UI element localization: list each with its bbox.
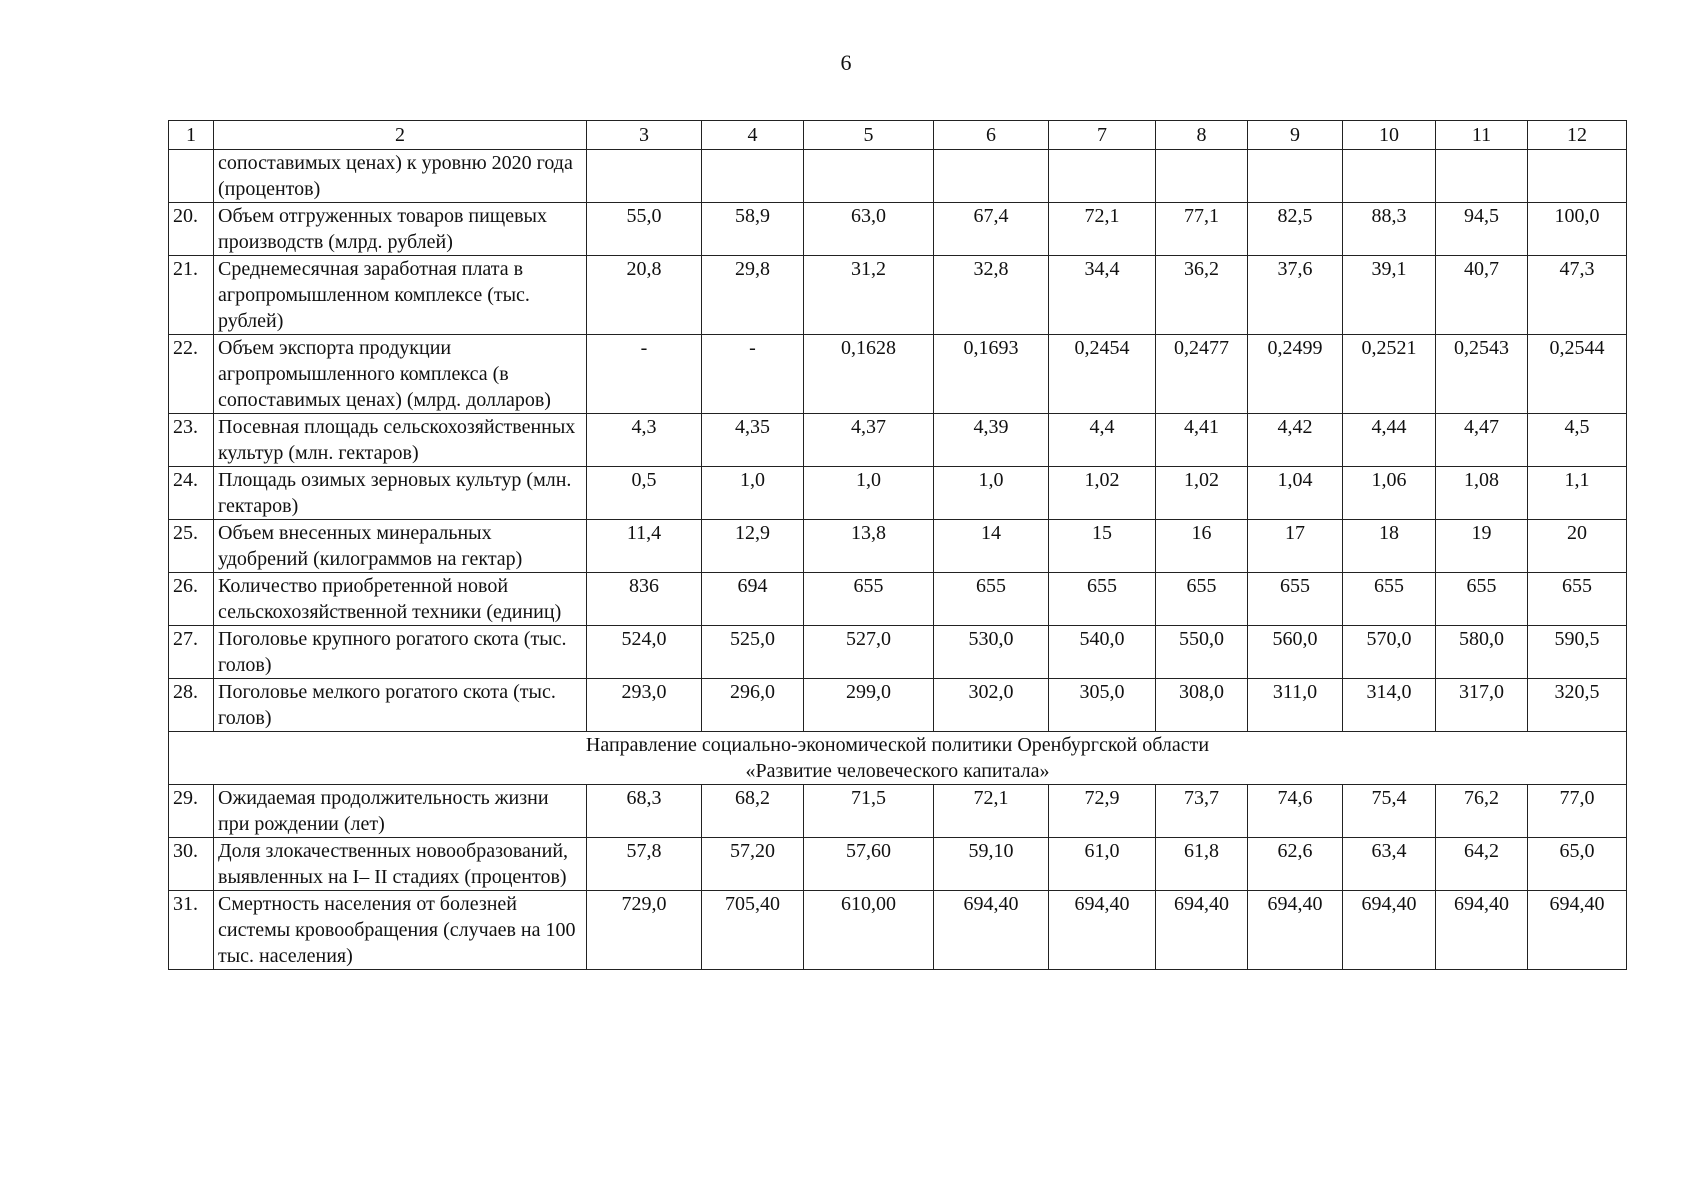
value-cell: 61,0 — [1049, 838, 1156, 891]
value-cell: 694,40 — [934, 891, 1049, 970]
value-cell: 305,0 — [1049, 679, 1156, 732]
value-cell: 0,2499 — [1248, 335, 1343, 414]
value-cell: 655 — [1248, 573, 1343, 626]
value-cell: 308,0 — [1156, 679, 1248, 732]
value-cell: 299,0 — [804, 679, 934, 732]
value-cell: 47,3 — [1528, 256, 1627, 335]
table-row — [169, 573, 1627, 626]
value-cell: 18 — [1343, 520, 1436, 573]
value-cell: 570,0 — [1343, 626, 1436, 679]
row-number: 30. — [169, 838, 214, 891]
value-cell — [1436, 150, 1528, 203]
value-cell: 4,5 — [1528, 414, 1627, 467]
value-cell: 655 — [934, 573, 1049, 626]
value-cell: 62,6 — [1248, 838, 1343, 891]
value-cell: 4,42 — [1248, 414, 1343, 467]
value-cell: 67,4 — [934, 203, 1049, 256]
value-cell: 4,44 — [1343, 414, 1436, 467]
column-header: 11 — [1436, 121, 1528, 150]
column-header: 2 — [214, 121, 587, 150]
value-cell: 4,3 — [587, 414, 702, 467]
value-cell: 655 — [1343, 573, 1436, 626]
value-cell: 694 — [702, 573, 804, 626]
value-cell: 63,4 — [1343, 838, 1436, 891]
value-cell: 293,0 — [587, 679, 702, 732]
row-number: 25. — [169, 520, 214, 573]
value-cell: 314,0 — [1343, 679, 1436, 732]
value-cell: 0,2477 — [1156, 335, 1248, 414]
value-cell: 694,40 — [1528, 891, 1627, 970]
value-cell: 57,8 — [587, 838, 702, 891]
value-cell — [1049, 150, 1156, 203]
table-row — [169, 203, 1627, 256]
column-header: 1 — [169, 121, 214, 150]
value-cell: - — [587, 335, 702, 414]
table-body — [169, 150, 1627, 970]
value-cell — [702, 150, 804, 203]
value-cell: 39,1 — [1343, 256, 1436, 335]
value-cell: 12,9 — [702, 520, 804, 573]
column-header: 3 — [587, 121, 702, 150]
value-cell: 100,0 — [1528, 203, 1627, 256]
value-cell — [1528, 150, 1627, 203]
value-cell: 1,02 — [1049, 467, 1156, 520]
value-cell: - — [702, 335, 804, 414]
value-cell: 20,8 — [587, 256, 702, 335]
value-cell: 302,0 — [934, 679, 1049, 732]
value-cell: 11,4 — [587, 520, 702, 573]
value-cell: 1,0 — [934, 467, 1049, 520]
row-number: 31. — [169, 891, 214, 970]
column-header: 7 — [1049, 121, 1156, 150]
row-number: 21. — [169, 256, 214, 335]
value-cell: 296,0 — [702, 679, 804, 732]
indicator-name: Поголовье крупного рогатого скота (тыс. голов) — [214, 626, 587, 679]
value-cell: 37,6 — [1248, 256, 1343, 335]
indicator-name: Ожидаемая продолжительность жизни при рождении (лет) — [214, 785, 587, 838]
value-cell: 29,8 — [702, 256, 804, 335]
value-cell: 77,1 — [1156, 203, 1248, 256]
value-cell: 694,40 — [1049, 891, 1156, 970]
indicator-name: Объем отгруженных товаров пищевых производств (млрд. рублей) — [214, 203, 587, 256]
value-cell: 694,40 — [1156, 891, 1248, 970]
value-cell: 73,7 — [1156, 785, 1248, 838]
value-cell: 4,39 — [934, 414, 1049, 467]
value-cell: 16 — [1156, 520, 1248, 573]
value-cell: 655 — [1436, 573, 1528, 626]
column-header: 6 — [934, 121, 1049, 150]
value-cell: 40,7 — [1436, 256, 1528, 335]
value-cell: 580,0 — [1436, 626, 1528, 679]
value-cell: 320,5 — [1528, 679, 1627, 732]
value-cell: 0,2544 — [1528, 335, 1627, 414]
value-cell: 1,0 — [804, 467, 934, 520]
value-cell: 68,2 — [702, 785, 804, 838]
value-cell: 63,0 — [804, 203, 934, 256]
indicator-name: Поголовье мелкого рогатого скота (тыс. голов) — [214, 679, 587, 732]
table-row — [169, 838, 1627, 891]
value-cell: 0,1628 — [804, 335, 934, 414]
value-cell: 82,5 — [1248, 203, 1343, 256]
table-row — [169, 520, 1627, 573]
value-cell: 0,2543 — [1436, 335, 1528, 414]
value-cell: 524,0 — [587, 626, 702, 679]
value-cell: 4,37 — [804, 414, 934, 467]
value-cell: 17 — [1248, 520, 1343, 573]
value-cell: 0,2521 — [1343, 335, 1436, 414]
value-cell: 705,40 — [702, 891, 804, 970]
value-cell: 77,0 — [1528, 785, 1627, 838]
value-cell: 4,41 — [1156, 414, 1248, 467]
value-cell — [587, 150, 702, 203]
value-cell: 527,0 — [804, 626, 934, 679]
value-cell: 4,47 — [1436, 414, 1528, 467]
column-header: 12 — [1528, 121, 1627, 150]
value-cell: 1,1 — [1528, 467, 1627, 520]
indicator-name: Среднемесячная заработная плата в агропромышленном комплексе (тыс. рублей) — [214, 256, 587, 335]
value-cell: 14 — [934, 520, 1049, 573]
value-cell: 550,0 — [1156, 626, 1248, 679]
value-cell: 72,9 — [1049, 785, 1156, 838]
column-header: 8 — [1156, 121, 1248, 150]
row-number: 20. — [169, 203, 214, 256]
value-cell: 655 — [804, 573, 934, 626]
indicator-name: сопоставимых ценах) к уровню 2020 года (процентов) — [214, 150, 587, 203]
value-cell: 0,5 — [587, 467, 702, 520]
table-row — [169, 785, 1627, 838]
column-header: 4 — [702, 121, 804, 150]
value-cell: 540,0 — [1049, 626, 1156, 679]
value-cell: 694,40 — [1343, 891, 1436, 970]
section-title-line: Направление социально-экономической политики Оренбургской области — [585, 734, 1210, 756]
column-header: 9 — [1248, 121, 1343, 150]
value-cell: 1,06 — [1343, 467, 1436, 520]
value-cell: 34,4 — [1049, 256, 1156, 335]
column-number-header-row — [169, 121, 1627, 150]
value-cell — [1156, 150, 1248, 203]
table-row — [169, 679, 1627, 732]
continuation-row — [169, 150, 1627, 203]
value-cell: 530,0 — [934, 626, 1049, 679]
value-cell — [1343, 150, 1436, 203]
value-cell: 94,5 — [1436, 203, 1528, 256]
row-number: 24. — [169, 467, 214, 520]
indicator-name: Смертность населения от болезней системы кровообращения (случаев на 100 тыс. населения) — [214, 891, 587, 970]
row-number: 29. — [169, 785, 214, 838]
table-row — [169, 335, 1627, 414]
value-cell: 655 — [1528, 573, 1627, 626]
value-cell: 15 — [1049, 520, 1156, 573]
value-cell: 65,0 — [1528, 838, 1627, 891]
value-cell: 68,3 — [587, 785, 702, 838]
value-cell: 311,0 — [1248, 679, 1343, 732]
value-cell: 75,4 — [1343, 785, 1436, 838]
value-cell: 1,08 — [1436, 467, 1528, 520]
row-number — [169, 150, 214, 203]
value-cell: 71,5 — [804, 785, 934, 838]
section-title — [169, 732, 1627, 785]
indicator-name: Посевная площадь сельскохозяйственных культур (млн. гектаров) — [214, 414, 587, 467]
value-cell: 655 — [1049, 573, 1156, 626]
row-number: 22. — [169, 335, 214, 414]
value-cell: 32,8 — [934, 256, 1049, 335]
value-cell: 20 — [1528, 520, 1627, 573]
indicator-name: Объем внесенных минеральных удобрений (килограммов на гектар) — [214, 520, 587, 573]
value-cell: 655 — [1156, 573, 1248, 626]
value-cell: 694,40 — [1248, 891, 1343, 970]
table-row — [169, 414, 1627, 467]
table-row — [169, 891, 1627, 970]
value-cell: 72,1 — [934, 785, 1049, 838]
table-row — [169, 256, 1627, 335]
row-number: 23. — [169, 414, 214, 467]
value-cell: 729,0 — [587, 891, 702, 970]
value-cell — [1248, 150, 1343, 203]
indicator-name: Площадь озимых зерновых культур (млн. гектаров) — [214, 467, 587, 520]
indicators-table — [168, 120, 1627, 970]
value-cell: 61,8 — [1156, 838, 1248, 891]
value-cell: 560,0 — [1248, 626, 1343, 679]
value-cell: 0,2454 — [1049, 335, 1156, 414]
value-cell: 57,20 — [702, 838, 804, 891]
section-header-row — [169, 732, 1627, 785]
row-number: 26. — [169, 573, 214, 626]
table-row — [169, 467, 1627, 520]
value-cell: 88,3 — [1343, 203, 1436, 256]
column-header: 5 — [804, 121, 934, 150]
value-cell: 72,1 — [1049, 203, 1156, 256]
value-cell: 4,35 — [702, 414, 804, 467]
column-header: 10 — [1343, 121, 1436, 150]
value-cell: 31,2 — [804, 256, 934, 335]
value-cell: 59,10 — [934, 838, 1049, 891]
indicator-name: Объем экспорта продукции агропромышленного комплекса (в сопоставимых ценах) (млрд. долларов) — [214, 335, 587, 414]
value-cell: 57,60 — [804, 838, 934, 891]
value-cell: 36,2 — [1156, 256, 1248, 335]
value-cell: 64,2 — [1436, 838, 1528, 891]
value-cell: 610,00 — [804, 891, 934, 970]
section-title-line: «Развитие человеческого капитала» — [745, 760, 1050, 782]
row-number: 27. — [169, 626, 214, 679]
value-cell: 525,0 — [702, 626, 804, 679]
value-cell: 58,9 — [702, 203, 804, 256]
value-cell: 1,0 — [702, 467, 804, 520]
value-cell: 74,6 — [1248, 785, 1343, 838]
value-cell: 317,0 — [1436, 679, 1528, 732]
indicator-name: Количество приобретенной новой сельскохозяйственной техники (единиц) — [214, 573, 587, 626]
page-number: 6 — [840, 50, 852, 75]
row-number: 28. — [169, 679, 214, 732]
indicator-name: Доля злокачественных новообразований, выявленных на I– II стадиях (процентов) — [214, 838, 587, 891]
value-cell: 76,2 — [1436, 785, 1528, 838]
value-cell: 55,0 — [587, 203, 702, 256]
value-cell: 1,02 — [1156, 467, 1248, 520]
value-cell: 694,40 — [1436, 891, 1528, 970]
value-cell: 13,8 — [804, 520, 934, 573]
value-cell — [934, 150, 1049, 203]
value-cell — [804, 150, 934, 203]
value-cell: 1,04 — [1248, 467, 1343, 520]
value-cell: 19 — [1436, 520, 1528, 573]
table-row — [169, 626, 1627, 679]
value-cell: 590,5 — [1528, 626, 1627, 679]
value-cell: 4,4 — [1049, 414, 1156, 467]
value-cell: 836 — [587, 573, 702, 626]
value-cell: 0,1693 — [934, 335, 1049, 414]
